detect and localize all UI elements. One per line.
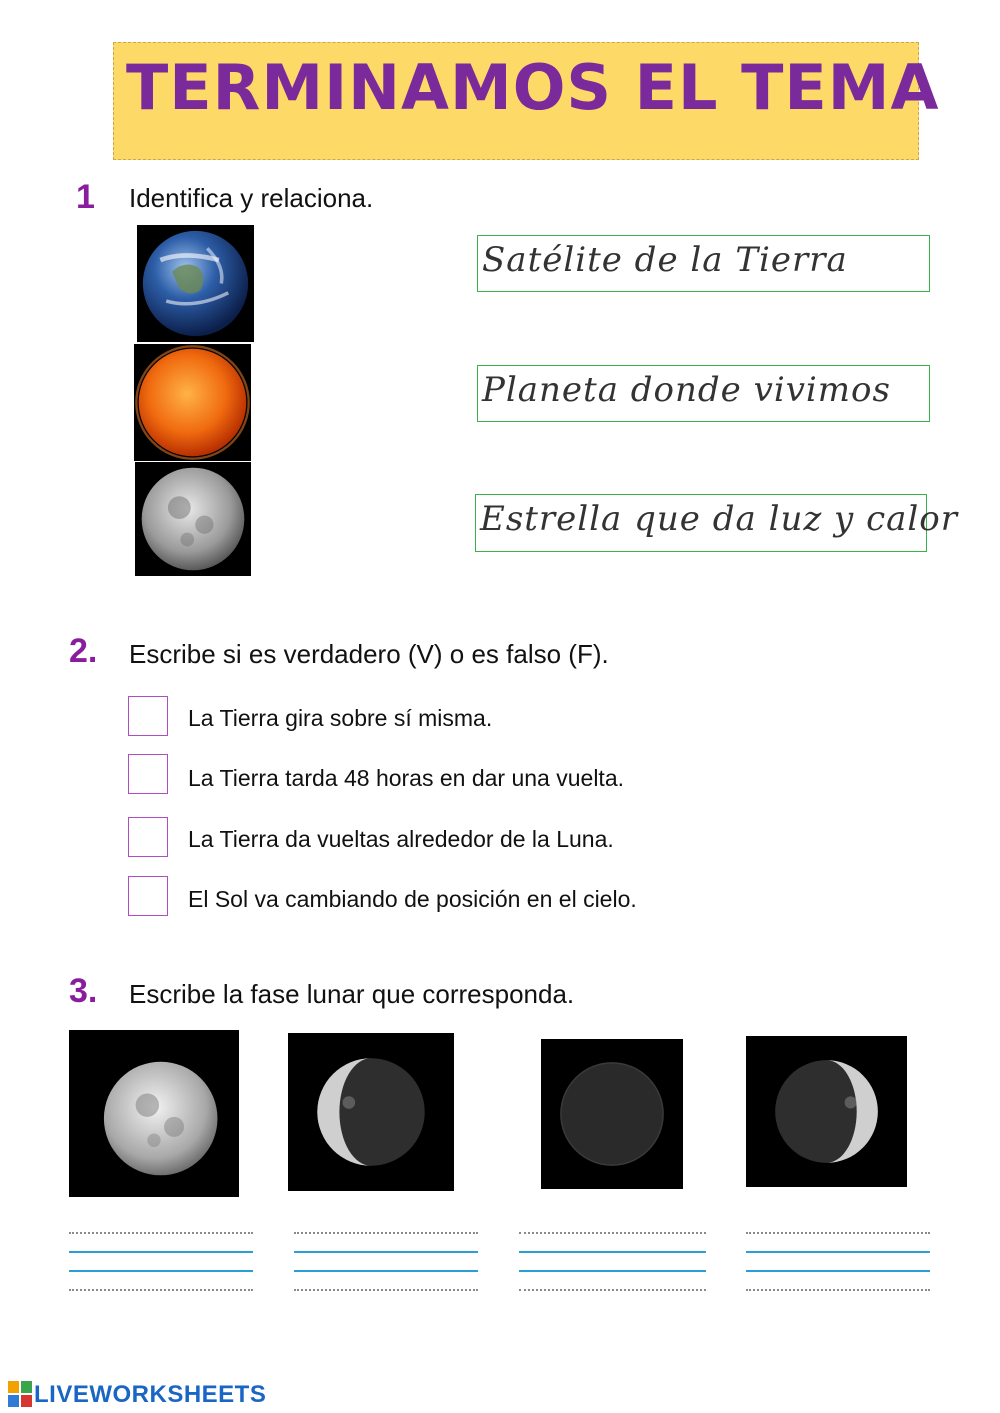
- sun-photo[interactable]: [134, 344, 251, 461]
- footer-brand: LIVEWORKSHEETS: [34, 1381, 267, 1408]
- earth-photo[interactable]: [137, 225, 254, 342]
- true-false-box-2[interactable]: [128, 754, 168, 794]
- answer-box-1[interactable]: [477, 235, 930, 292]
- answer-text-2: Planeta donde vivimos: [482, 370, 891, 410]
- waning-moon-photo[interactable]: [288, 1033, 454, 1191]
- statement-4: El Sol va cambiando de posición en el cielo.: [188, 886, 637, 912]
- writing-lines-2[interactable]: [294, 1232, 478, 1296]
- section-3-number: 3.: [69, 972, 98, 1010]
- title-banner: [113, 42, 940, 160]
- section-2-number: 2.: [69, 632, 98, 670]
- writing-lines-4[interactable]: [746, 1232, 930, 1296]
- page-title: TERMINAMOS EL TEMA: [126, 51, 940, 124]
- statement-3: La Tierra da vueltas alrededor de la Luna.: [188, 826, 614, 852]
- section-2-instruction: Escribe si es verdadero (V) o es falso (F).: [129, 639, 609, 669]
- waxing-moon-photo[interactable]: [746, 1036, 907, 1187]
- statement-2: La Tierra tarda 48 horas en dar una vuelta.: [188, 765, 625, 791]
- section-1-number: 1: [76, 178, 95, 216]
- moon-photo[interactable]: [135, 462, 251, 576]
- true-false-box-3[interactable]: [128, 817, 168, 857]
- true-false-box-4[interactable]: [128, 876, 168, 916]
- writing-lines-1[interactable]: [69, 1232, 253, 1296]
- liveworksheets-logo-icon: [8, 1381, 32, 1407]
- answer-text-1: Satélite de la Tierra: [482, 240, 848, 280]
- answer-box-2[interactable]: [477, 365, 930, 422]
- answer-box-3[interactable]: [475, 494, 958, 552]
- new-moon-photo[interactable]: [541, 1039, 683, 1189]
- true-false-box-1[interactable]: [128, 696, 168, 736]
- statement-1: La Tierra gira sobre sí misma.: [188, 705, 493, 731]
- section-3-instruction: Escribe la fase lunar que corresponda.: [129, 979, 575, 1009]
- answer-text-3: Estrella que da luz y calor: [480, 499, 958, 539]
- section-1-instruction: Identifica y relaciona.: [129, 183, 374, 213]
- writing-lines-3[interactable]: [519, 1232, 706, 1296]
- full-moon-photo[interactable]: [69, 1030, 239, 1197]
